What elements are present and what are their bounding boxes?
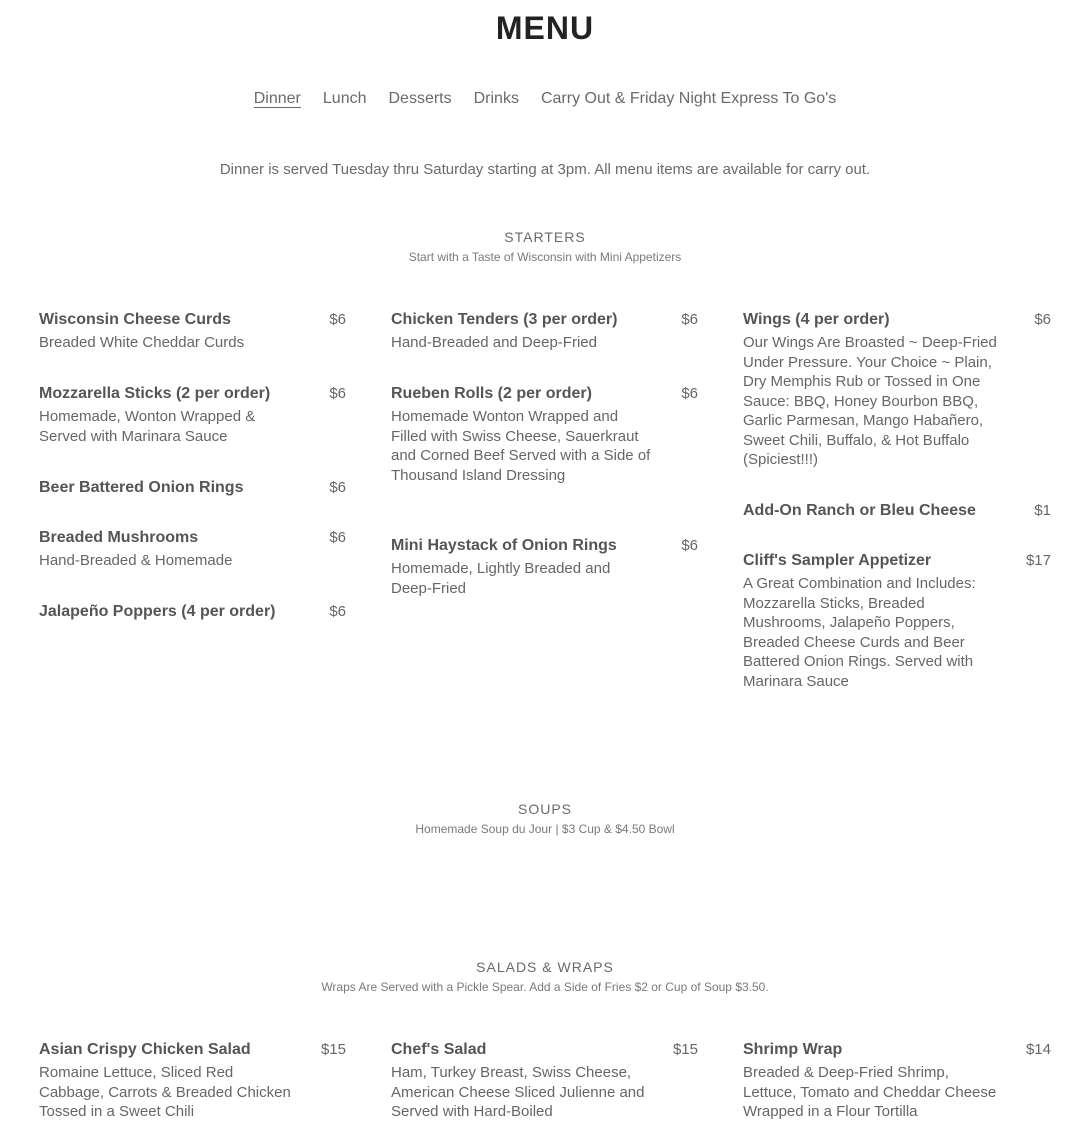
section-subtitle: Homemade Soup du Jour | $3 Cup & $4.50 Bowl	[415, 822, 675, 836]
item-price: $1	[1034, 502, 1051, 519]
section-subtitle: Wraps Are Served with a Pickle Spear. Add a Side of Fries $2 or Cup of Soup $3.50.	[321, 980, 769, 994]
menu-item	[391, 385, 698, 485]
item-description: Hand-Breaded & Homemade	[39, 552, 233, 569]
item-price: $6	[329, 479, 346, 496]
item-name: Beer Battered Onion Rings	[39, 479, 244, 496]
item-description: A Great Combination and Includes: Mozzarella Sticks, Breaded Mushrooms, Jalapeño Poppers, Breaded Cheese Curds and Beer Battered Onion Rings. Served with Marinara Sauce	[743, 575, 976, 690]
item-price: $6	[1034, 311, 1051, 328]
item-name: Asian Crispy Chicken Salad	[39, 1041, 251, 1058]
item-price: $14	[1025, 1041, 1051, 1058]
item-name: Wisconsin Cheese Curds	[39, 311, 231, 328]
item-name: Wings (4 per order)	[743, 311, 890, 328]
item-name: Chef's Salad	[391, 1041, 487, 1058]
item-price: $17	[1025, 552, 1051, 569]
item-price: $6	[329, 311, 346, 328]
item-name: Jalapeño Poppers (4 per order)	[39, 603, 276, 620]
item-name: Shrimp Wrap	[743, 1041, 843, 1058]
item-description: Homemade Wonton Wrapped and Filled with Swiss Cheese, Sauerkraut and Corned Beef Served with a Side of Thousand Island Dressing	[391, 408, 651, 484]
tab-carry-out[interactable]: Carry Out & Friday Night Express To Go's	[540, 90, 837, 107]
page-title: MENU	[495, 10, 595, 46]
menu-item	[39, 479, 346, 497]
item-name: Mini Haystack of Onion Rings	[391, 537, 617, 554]
menu-tabs	[0, 90, 1090, 108]
menu-item	[743, 1041, 1051, 1122]
item-price: $6	[681, 537, 698, 554]
item-price: $15	[672, 1041, 698, 1058]
item-description: Breaded White Cheddar Curds	[39, 334, 245, 351]
item-name: Chicken Tenders (3 per order)	[391, 311, 618, 328]
section-title: STARTERS	[504, 229, 586, 245]
soups-header	[0, 801, 1090, 836]
menu-item	[391, 1041, 698, 1122]
item-price: $6	[681, 311, 698, 328]
menu-item	[39, 311, 346, 353]
item-name: Cliff's Sampler Appetizer	[743, 552, 932, 569]
item-price: $6	[329, 529, 346, 546]
item-name: Mozzarella Sticks (2 per order)	[39, 385, 271, 402]
item-description: Homemade, Lightly Breaded and Deep-Fried	[391, 560, 611, 597]
starters-header	[0, 229, 1090, 264]
item-description: Breaded & Deep-Fried Shrimp, Lettuce, Tomato and Cheddar Cheese Wrapped in a Flour Tortilla	[743, 1064, 997, 1120]
section-title: SOUPS	[517, 801, 572, 817]
menu-item	[39, 529, 346, 571]
tab-drinks[interactable]: Drinks	[473, 90, 519, 107]
item-price: $15	[320, 1041, 346, 1058]
section-subtitle: Start with a Taste of Wisconsin with Mini Appetizers	[408, 250, 682, 264]
item-price: $6	[329, 385, 346, 402]
item-description: Hand-Breaded and Deep-Fried	[391, 334, 597, 351]
intro-text: Dinner is served Tuesday thru Saturday starting at 3pm. All menu items are available for carry out.	[219, 161, 871, 178]
item-description: Romaine Lettuce, Sliced Red Cabbage, Carrots & Breaded Chicken Tossed in a Sweet Chili	[39, 1064, 291, 1120]
menu-item	[391, 311, 698, 353]
section-title: SALADS & WRAPS	[476, 959, 614, 975]
item-description: Our Wings Are Broasted ~ Deep-Fried Under Pressure. Your Choice ~ Plain, Dry Memphis Rub or Tossed in One Sauce: BBQ, Honey Bourbon BBQ, Garlic Parmesan, Mango Habañero, Sweet Chili, Buffalo, & Hot Buffalo (Spiciest!!!)	[743, 334, 997, 468]
tab-desserts[interactable]: Desserts	[388, 90, 452, 107]
item-price: $6	[329, 603, 346, 620]
menu-item	[39, 385, 346, 446]
item-name: Breaded Mushrooms	[39, 529, 199, 546]
menu-item	[391, 537, 698, 598]
tab-dinner[interactable]: Dinner	[253, 90, 301, 107]
menu-item	[743, 311, 1051, 470]
tab-lunch[interactable]: Lunch	[322, 90, 367, 107]
item-description: Ham, Turkey Breast, Swiss Cheese, American Cheese Sliced Julienne and Served with Hard-Boiled	[391, 1064, 645, 1120]
menu-item	[39, 1041, 346, 1122]
menu-item	[743, 502, 1051, 520]
salads-header	[0, 959, 1090, 994]
item-name: Rueben Rolls (2 per order)	[391, 385, 592, 402]
item-price: $6	[681, 385, 698, 402]
menu-item	[743, 552, 1051, 691]
item-description: Homemade, Wonton Wrapped & Served with Marinara Sauce	[39, 408, 256, 445]
menu-item	[39, 603, 346, 621]
item-name: Add-On Ranch or Bleu Cheese	[743, 502, 976, 519]
